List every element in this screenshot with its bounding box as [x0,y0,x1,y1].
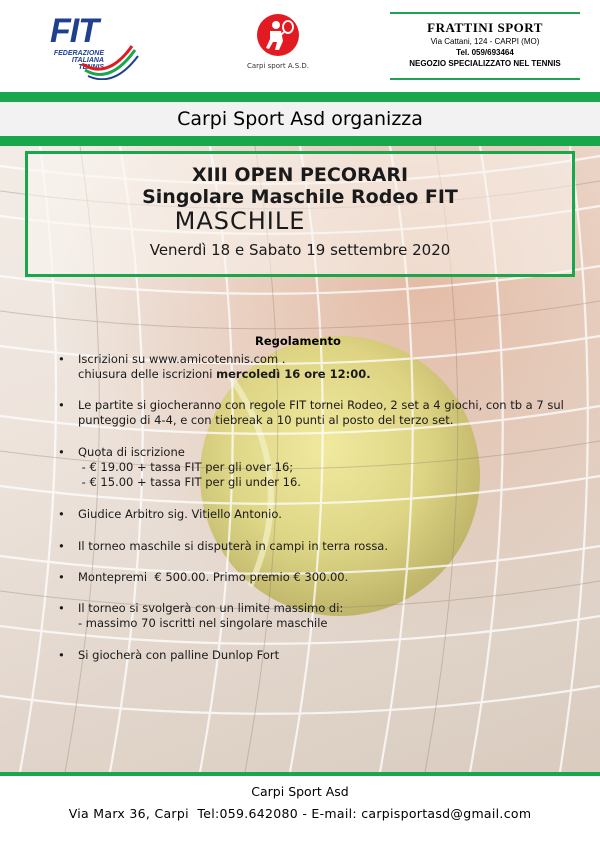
rules-heading: Regolamento [255,334,341,348]
frattini-tagline: NEGOZIO SPECIALIZZATO NEL TENNIS [409,59,561,68]
footer-org: Carpi Sport Asd [251,784,349,799]
carpi-logo-caption: Carpi sport A.S.D. [246,62,310,70]
frattini-phone: Tel. 059/693464 [456,48,514,57]
tournament-dates: Venerdì 18 e Sabato 19 settembre 2020 [149,241,451,259]
organizer-text: Carpi Sport Asd organizza [177,108,423,130]
fit-logo [20,12,140,82]
fit-swoosh-icon [80,40,140,80]
fit-logo-subtitle: FEDERAZIONE ITALIANA TENNIS [53,50,104,71]
tournament-category: Singolare Maschile Rodeo FIT [142,186,458,208]
tournament-gender: MASCHILE [174,207,306,235]
tournament-title-box [25,151,575,277]
carpi-sport-logo [240,14,320,76]
footer [0,776,600,848]
footer-contacts: Via Marx 36, Carpi Tel:059.642080 - E-mail: carpisportasd@gmail.com [68,806,532,821]
fit-logo-word: FIT [50,12,98,50]
frattini-sport-box [390,12,580,80]
header [0,0,600,92]
tournament-name: XIII OPEN PECORARI [191,164,409,186]
frattini-title: FRATTINI SPORT [427,20,543,35]
carpi-logo-ball-icon [257,14,299,56]
frattini-address: Via Cattani, 124 - CARPI (MO) [430,37,540,46]
tennis-player-icon [257,14,299,56]
organizer-band [0,92,600,146]
